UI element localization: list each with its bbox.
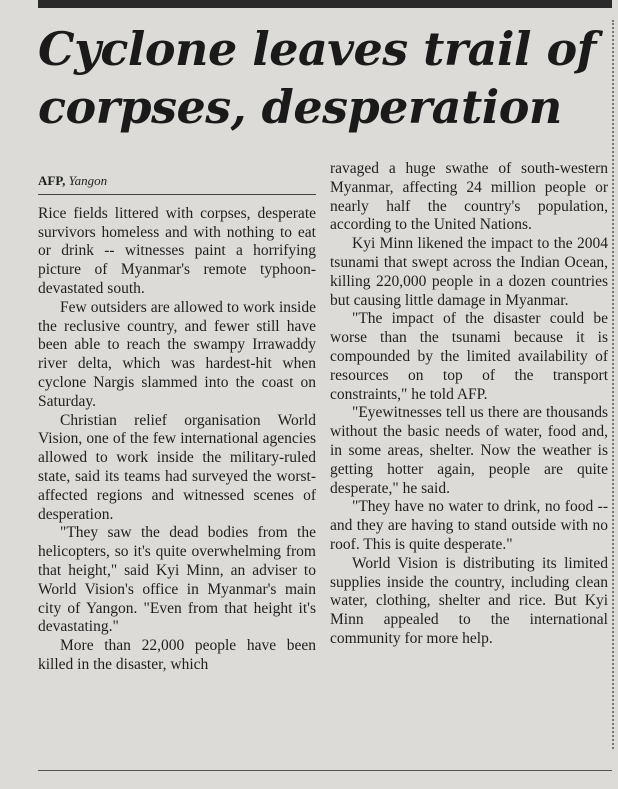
bottom-rule — [38, 770, 612, 771]
paragraph: World Vision is distributing its limited supplies inside the country, including clean water, clothing, shelter and rice. But Kyi Minn appealed to the international community for more help. — [330, 554, 608, 647]
headline: Cyclone leaves trail of corpses, desperation — [38, 22, 596, 134]
paragraph: More than 22,000 people have been killed in the disaster, which — [38, 637, 316, 673]
paragraph: "They have no water to drink, no food -- and they are having to stand outside with no roof. This is quite desperate." — [330, 498, 608, 553]
paragraph: Kyi Minn likened the impact to the 2004 tsunami that swept across the Indian Ocean, killing 220,000 people in a dozen countries but causing little damage in Myanmar. — [330, 235, 608, 309]
paragraph: "The impact of the disaster could be worse than the tsunami because it is compounded by the limited availability of resources on top of the transport constraints," he told AFP. — [330, 310, 608, 403]
paragraph: Rice fields littered with corpses, desperate survivors homeless and with nothing to eat or drink -- witnesses paint a horrifying picture of Myanmar's remote typhoon-devastated south. — [38, 204, 316, 297]
paragraph: ravaged a huge swathe of south-western Myanmar, affecting 24 million people or nearly half the country's population, according to the United Nations. — [330, 160, 608, 234]
paragraph: "They saw the dead bodies from the helicopters, so it's quite overwhelming from that height," said Kyi Minn, an adviser to World Vision's office in Myanmar's main city of Yangon. "Even from that height it's devastating." — [38, 524, 316, 636]
top-border — [38, 0, 612, 8]
byline-agency: AFP, — [38, 173, 66, 188]
byline-place: Yangon — [68, 173, 108, 188]
column-right — [330, 160, 608, 649]
cut-edge — [612, 20, 614, 749]
paragraph: "Eyewitnesses tell us there are thousands without the basic needs of water, food and, in some areas, shelter. Now the weather is getting hotter again, people are quite desperate," he said. — [330, 404, 608, 497]
byline — [38, 172, 316, 195]
column-left — [38, 160, 316, 675]
paragraph: Christian relief organisation World Vision, one of the few international agencies allowed to work inside the military-ruled state, said its teams had surveyed the worst-affected regions and witnessed scenes of desperation. — [38, 411, 316, 523]
paragraph: Few outsiders are allowed to work inside the reclusive country, and fewer still have been able to reach the swampy Irrawaddy river delta, which was hardest-hit when cyclone Nargis slammed into the coast on Saturday. — [38, 298, 316, 410]
